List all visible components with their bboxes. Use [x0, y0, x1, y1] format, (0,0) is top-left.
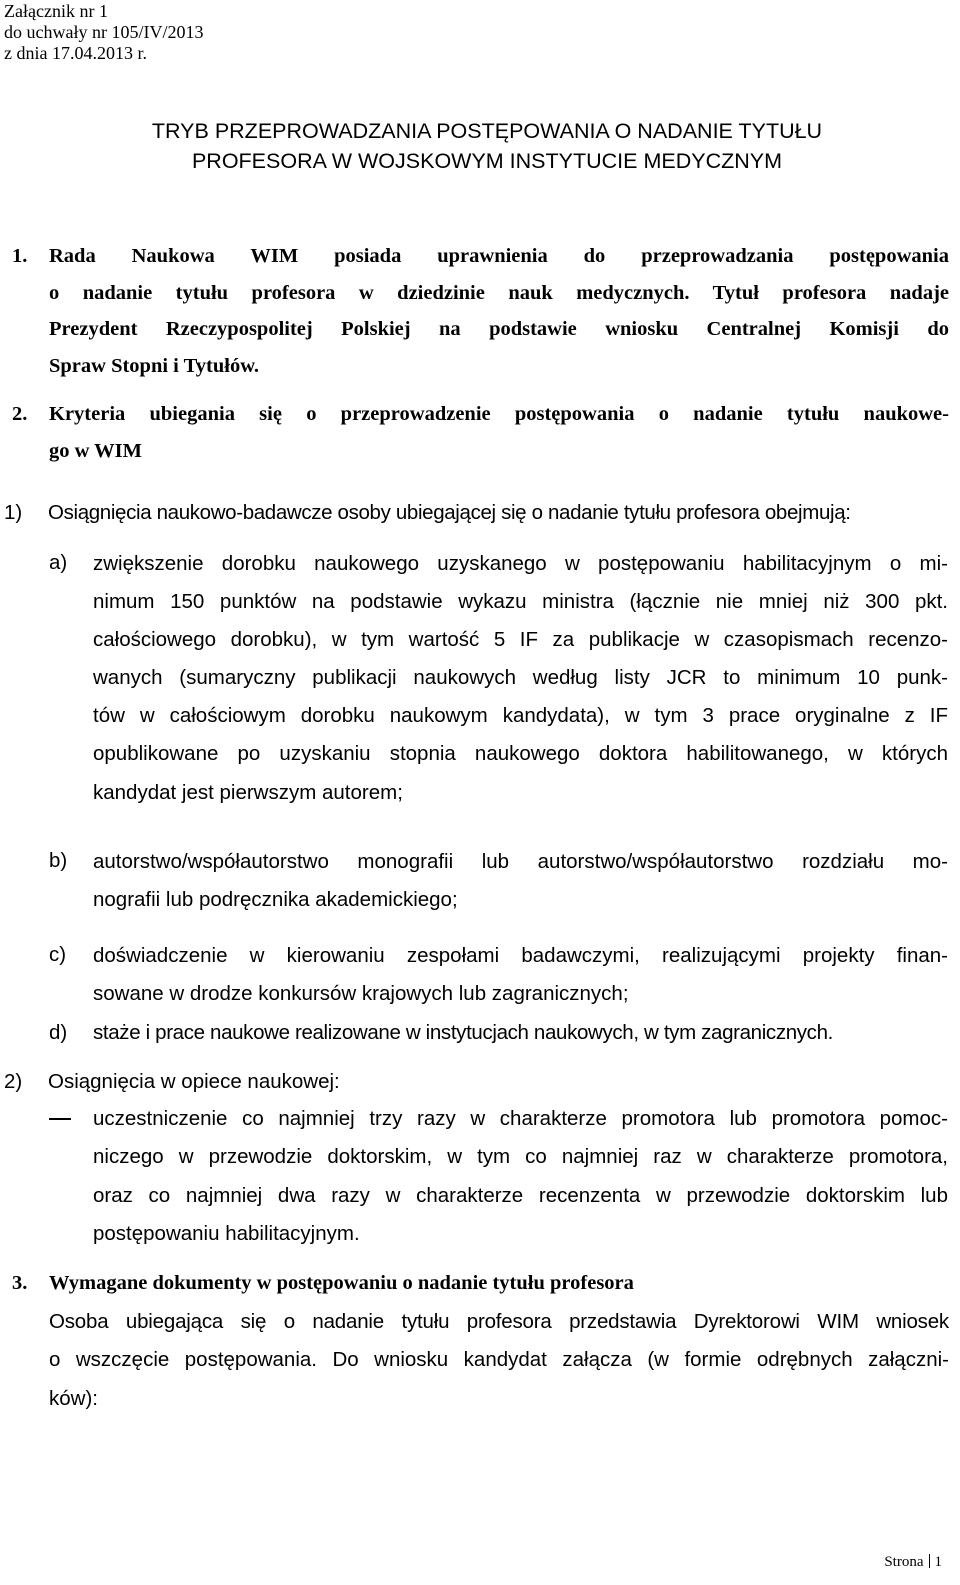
bullet-line-4: postępowaniu habilitacyjnym. [93, 1222, 360, 1246]
bullet-line-3: oraz co najmniej dwa razy w charakterze recenzenta w przewodzie doktorskim lub [93, 1183, 948, 1207]
item-d-line-1: staże i prace naukowe realizowane w instytucjach naukowych, w tym zagranicznych. [93, 1021, 833, 1044]
footer-separator [929, 1554, 930, 1568]
item-a-line-7: kandydat jest pierwszym autorem; [93, 780, 403, 804]
section-3-heading: Wymagane dokumenty w postępowaniu o nadanie tytułu profesora [49, 1272, 634, 1294]
section-3-line-2: o wszczęcie postępowania. Do wniosku kandydat załącza (w formie odrębnych załączni- [49, 1348, 949, 1372]
item-b-line-1: autorstwo/współautorstwo monografii lub autorstwo/współautorstwo rozdziału mo- [93, 850, 948, 873]
section-1-paragraph [49, 238, 949, 384]
item-a-line-6: opublikowane po uzyskaniu stopnia naukowego doktora habilitowanego, w których [93, 742, 948, 766]
page-footer [884, 1552, 942, 1572]
section-2-heading [49, 396, 949, 469]
item-a-line-3: całościowego dorobku), w tym wartość 5 IF za publikacje w czasopismach recenzo- [93, 628, 948, 652]
annex-line-2: do uchwały nr 105/IV/2013 [4, 22, 204, 42]
item-1-number: 1) [4, 501, 23, 524]
item-d-label: d) [49, 1021, 68, 1044]
section-3-number: 3. [12, 1272, 28, 1294]
item-a-line-4: wanych (sumaryczny publikacji naukowych według listy JCR to minimum 10 punk- [93, 666, 948, 690]
item-c-label: c) [49, 943, 67, 966]
item-2-number: 2) [4, 1070, 23, 1093]
item-b-label: b) [49, 849, 68, 872]
bullet-dash [49, 1118, 71, 1120]
section-3-paragraph [49, 1303, 949, 1418]
item-2-text: Osiągnięcia w opiece naukowej: [48, 1070, 340, 1093]
item-a-line-2: nimum 150 punktów na podstawie wykazu ministra (łącznie nie mniej niż 300 pkt. [93, 590, 948, 614]
annex-header [4, 1, 203, 64]
section-2-line-1: Kryteria ubiegania się o przeprowadzenie postępowania o nadanie tytułu naukowe- [49, 403, 949, 425]
title-line-2: PROFESORA W WOJSKOWYM INSTYTUCIE MEDYCZNYM [191, 149, 783, 173]
item-c-text [93, 937, 948, 1013]
section-3-line-1: Osoba ubiegająca się o nadanie tytułu profesora przedstawia Dyrektorowi WIM wniosek [49, 1310, 949, 1333]
section-1-line-1: Rada Naukowa WIM posiada uprawnienia do przeprowadzania postępowania [49, 245, 949, 267]
item-a-line-1: zwiększenie dorobku naukowego uzyskanego w postępowaniu habilitacyjnym o mi- [93, 552, 948, 575]
section-1-number: 1. [12, 245, 28, 267]
item-b-text [93, 843, 948, 919]
item-a-text [93, 545, 948, 812]
bullet-line-1: uczestniczenie co najmniej trzy razy w charakterze promotora lub promotora pomoc- [93, 1107, 948, 1130]
document-title [0, 116, 960, 176]
section-1-line-2: o nadanie tytułu profesora w dziedzinie nauk medycznych. Tytuł profesora nadaje [49, 281, 949, 304]
footer-label: Strona [884, 1554, 924, 1570]
section-2-number: 2. [12, 403, 28, 425]
title-line-1: TRYB PRZEPROWADZANIA POSTĘPOWANIA O NADANIE TYTUŁU [151, 119, 823, 143]
item-1-text: Osiągnięcia naukowo-badawcze osoby ubiegającej się o nadanie tytułu profesora obejmują: [48, 501, 851, 524]
item-c-line-1: doświadczenie w kierowaniu zespołami badawczymi, realizującymi projekty finan- [93, 944, 948, 967]
section-2-line-2: go w WIM [49, 439, 143, 462]
bullet-text [93, 1100, 948, 1254]
section-1-line-4: Spraw Stopni i Tytułów. [49, 354, 260, 377]
section-1-line-3: Prezydent Rzeczypospolitej Polskiej na podstawie wniosku Centralnej Komisji do [49, 318, 949, 341]
item-a-label: a) [49, 551, 68, 574]
section-3-line-3: ków): [49, 1386, 98, 1410]
bullet-line-2: niczego w przewodzie doktorskim, w tym co najmniej raz w charakterze promotora, [93, 1145, 948, 1169]
item-a-line-5: tów w całościowym dorobku naukowym kandydata), w tym 3 prace oryginalne z IF [93, 704, 948, 728]
item-c-line-2: sowane w drodze konkursów krajowych lub zagranicznych; [93, 982, 629, 1006]
annex-line-3: z dnia 17.04.2013 r. [4, 43, 147, 63]
annex-line-1: Załącznik nr 1 [4, 1, 108, 21]
item-b-line-2: nografii lub podręcznika akademickiego; [93, 888, 458, 912]
footer-page-number: 1 [934, 1554, 942, 1570]
